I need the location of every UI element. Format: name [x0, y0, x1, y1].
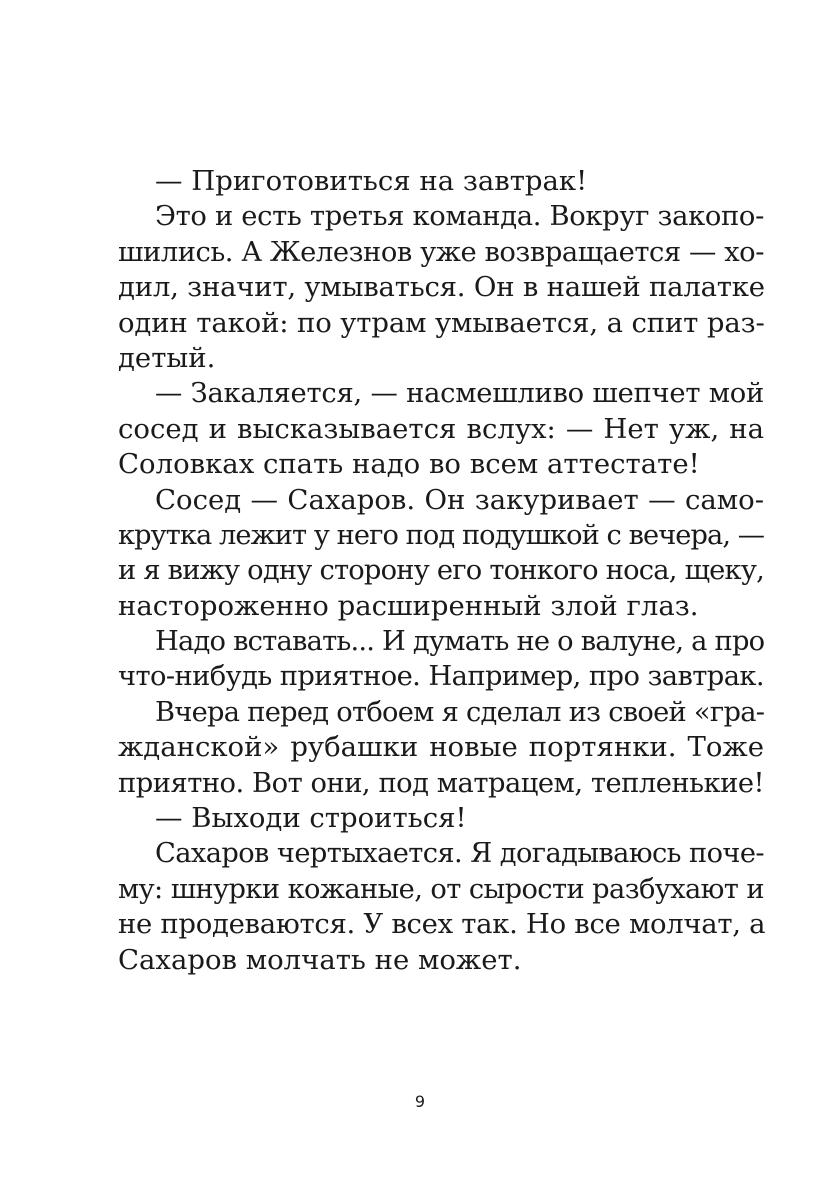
text-line: сосед и высказывается вслух: — Нет уж, на — [118, 412, 764, 445]
text-line: — Приготовиться на завтрак! — [155, 165, 588, 197]
text-line: Надо вставать... И думать не о валуне, а про — [155, 626, 765, 658]
text-line: что-нибудь приятное. Например, про завтрак. — [118, 661, 764, 693]
text-line: и я вижу одну сторону его тонкого носа, щеку, — [118, 555, 764, 587]
paragraph — [118, 624, 764, 695]
paragraph — [118, 164, 764, 199]
paragraph — [118, 483, 764, 625]
text-line: Это и есть третья команда. Вокруг закопо- — [155, 201, 764, 233]
paragraph — [118, 376, 764, 482]
text-line: Сосед — Сахаров. Он закуривает — само- — [155, 483, 764, 516]
text-line: крутка лежит у него под подушкой с вечера, — — [118, 519, 765, 551]
paragraph — [118, 801, 764, 836]
text-line: один такой: по утрам умывается, а спит раз- — [118, 306, 765, 339]
text-line: — Выходи строиться! — [155, 802, 467, 835]
text-line: Сахаров молчать не может. — [118, 943, 522, 976]
text-line: Вчера перед отбоем я сделал из своей «гра- — [155, 696, 765, 728]
text-line: детый. — [118, 341, 216, 374]
page-number: 9 — [414, 1092, 426, 1111]
paragraph — [118, 199, 764, 376]
text-line: — Закаляется, — насмешливо шепчет мой — [155, 378, 764, 410]
text-line: Сахаров чертыхается. Я догадываюсь поче- — [155, 838, 764, 870]
text-line: настороженно расширенный злой глаз. — [118, 589, 699, 622]
text-line: шились. А Железнов уже возвращается — хо- — [118, 236, 764, 268]
paragraph — [118, 695, 764, 801]
body-text — [118, 164, 764, 978]
text-line: дил, значит, умываться. Он в нашей палатке — [118, 271, 765, 304]
text-line: му: шнурки кожаные, от сырости разбухают и — [118, 873, 764, 905]
text-line: жданской» рубашки новые портянки. Тоже — [118, 731, 764, 764]
text-line: приятно. Вот они, под матрацем, тепленькие! — [118, 767, 764, 799]
text-line: Соловках спать надо во всем аттестате! — [118, 448, 700, 481]
paragraph — [118, 836, 764, 978]
text-line: не продеваются. У всех так. Но все молчат, а — [118, 908, 766, 941]
